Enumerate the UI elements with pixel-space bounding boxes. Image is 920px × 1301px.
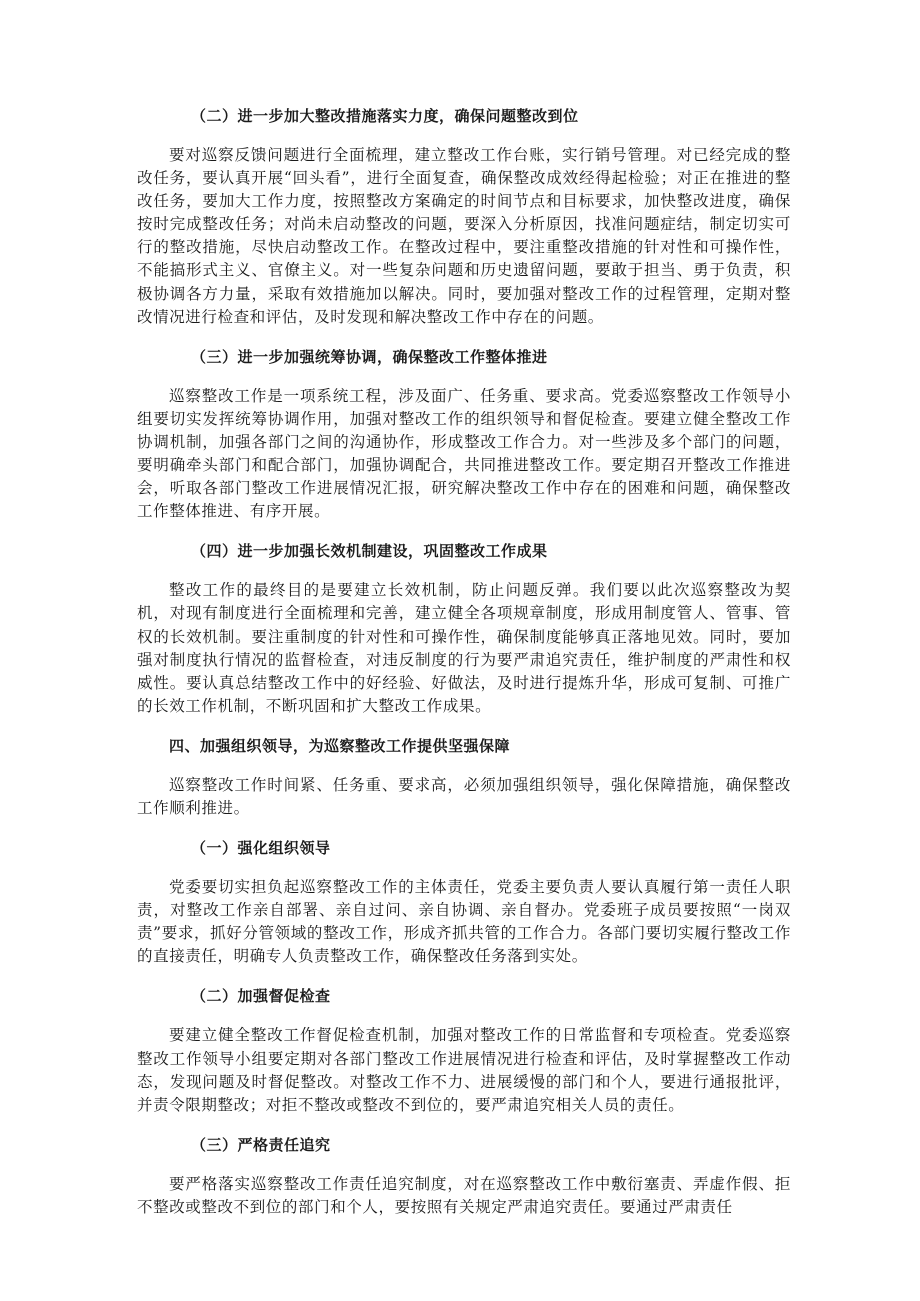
- section-heading: （一）强化组织领导: [191, 839, 331, 858]
- chapter-heading: 四、加强组织领导，为巡察整改工作提供坚强保障: [169, 736, 511, 755]
- section-paragraph: 党委要切实担负起巡察整改工作的主体责任，党委主要负责人要认真履行第一责任人职责，对整改工作亲自部署、亲自过问、亲自协调、亲自督办。党委班子成员要按照“一岗双责”要求，抓好分管领域的整改工作，形成齐抓共管的工作合力。各部门要切实履行整改工作的直接责任，明确专人负责整改工作，确保整改任务落到实处。: [137, 878, 791, 966]
- section-paragraph: 要对巡察反馈问题进行全面梳理，建立整改工作台账，实行销号管理。对已经完成的整改任务，要认真开展“回头看”，进行全面复查，确保整改成效经得起检验；对正在推进的整改任务，要加大工作力度，按照整改方案确定的时间节点和目标要求，加快整改进度，确保按时完成整改任务；对尚未启动整改的问题，要深入分析原因，找准问题症结，制定切实可行的整改措施，尽快启动整改工作。在整改过程中，要注重整改措施的针对性和可操作性，不能搞形式主义、官僚主义。对一些复杂问题和历史遗留问题，要敢于担当、勇于负责，积极协调各方力量，采取有效措施加以解决。同时，要加强对整改工作的过程管理，定期对整改情况进行检查和评估，及时发现和解决整改工作中存在的问题。: [137, 146, 791, 326]
- section-paragraph: 巡察整改工作时间紧、任务重、要求高，必须加强组织领导，强化保障措施，确保整改工作顺利推进。: [137, 775, 791, 817]
- section-heading: （三）严格责任追究: [191, 1135, 331, 1154]
- section-paragraph: 要建立健全整改工作督促检查机制，加强对整改工作的日常监督和专项检查。党委巡察整改工作领导小组要定期对各部门整改工作进展情况进行检查和评估，及时掌握整改工作动态，发现问题及时督促整改。对整改工作不力、进展缓慢的部门和个人，要进行通报批评，并责令限期整改；对拒不整改或整改不到位的，要严肃追究相关人员的责任。: [137, 1026, 791, 1114]
- document-page: [137, 104, 791, 1235]
- section-heading: （四）进一步加强长效机制建设，巩固整改工作成果: [191, 542, 548, 561]
- section-paragraph: 巡察整改工作是一项系统工程，涉及面广、任务重、要求高。党委巡察整改工作领导小组要切实发挥统筹协调作用，加强对整改工作的组织领导和督促检查。要建立健全整改工作协调机制，加强各部门之间的沟通协作，形成整改工作合力。对一些涉及多个部门的问题，要明确牵头部门和配合部门，加强协调配合，共同推进整改工作。要定期召开整改工作推进会，听取各部门整改工作进展情况汇报，研究解决整改工作中存在的困难和问题，确保整改工作整体推进、有序开展。: [137, 386, 791, 521]
- section-paragraph: 整改工作的最终目的是要建立长效机制，防止问题反弹。我们要以此次巡察整改为契机，对现有制度进行全面梳理和完善，建立健全各项规章制度，形成用制度管人、管事、管权的长效机制。要注重制度的针对性和可操作性，确保制度能够真正落地见效。同时，要加强对制度执行情况的监督检查，对违反制度的行为要严肃追究责任，维护制度的严肃性和权威性。要认真总结整改工作中的好经验、好做法，及时进行提炼升华，形成可复制、可推广的长效工作机制，不断巩固和扩大整改工作成果。: [137, 581, 791, 715]
- section-heading: （三）进一步加强统筹协调，确保整改工作整体推进: [191, 347, 548, 366]
- section-heading: （二）进一步加大整改措施落实力度，确保问题整改到位: [191, 107, 579, 125]
- section-heading: （二）加强督促检查: [191, 987, 331, 1006]
- section-paragraph: 要严格落实巡察整改工作责任追究制度，对在巡察整改工作中敷衍塞责、弄虚作假、拒不整改或整改不到位的部门和个人，要按照有关规定严肃追究责任。要通过严肃责任: [137, 1174, 791, 1216]
